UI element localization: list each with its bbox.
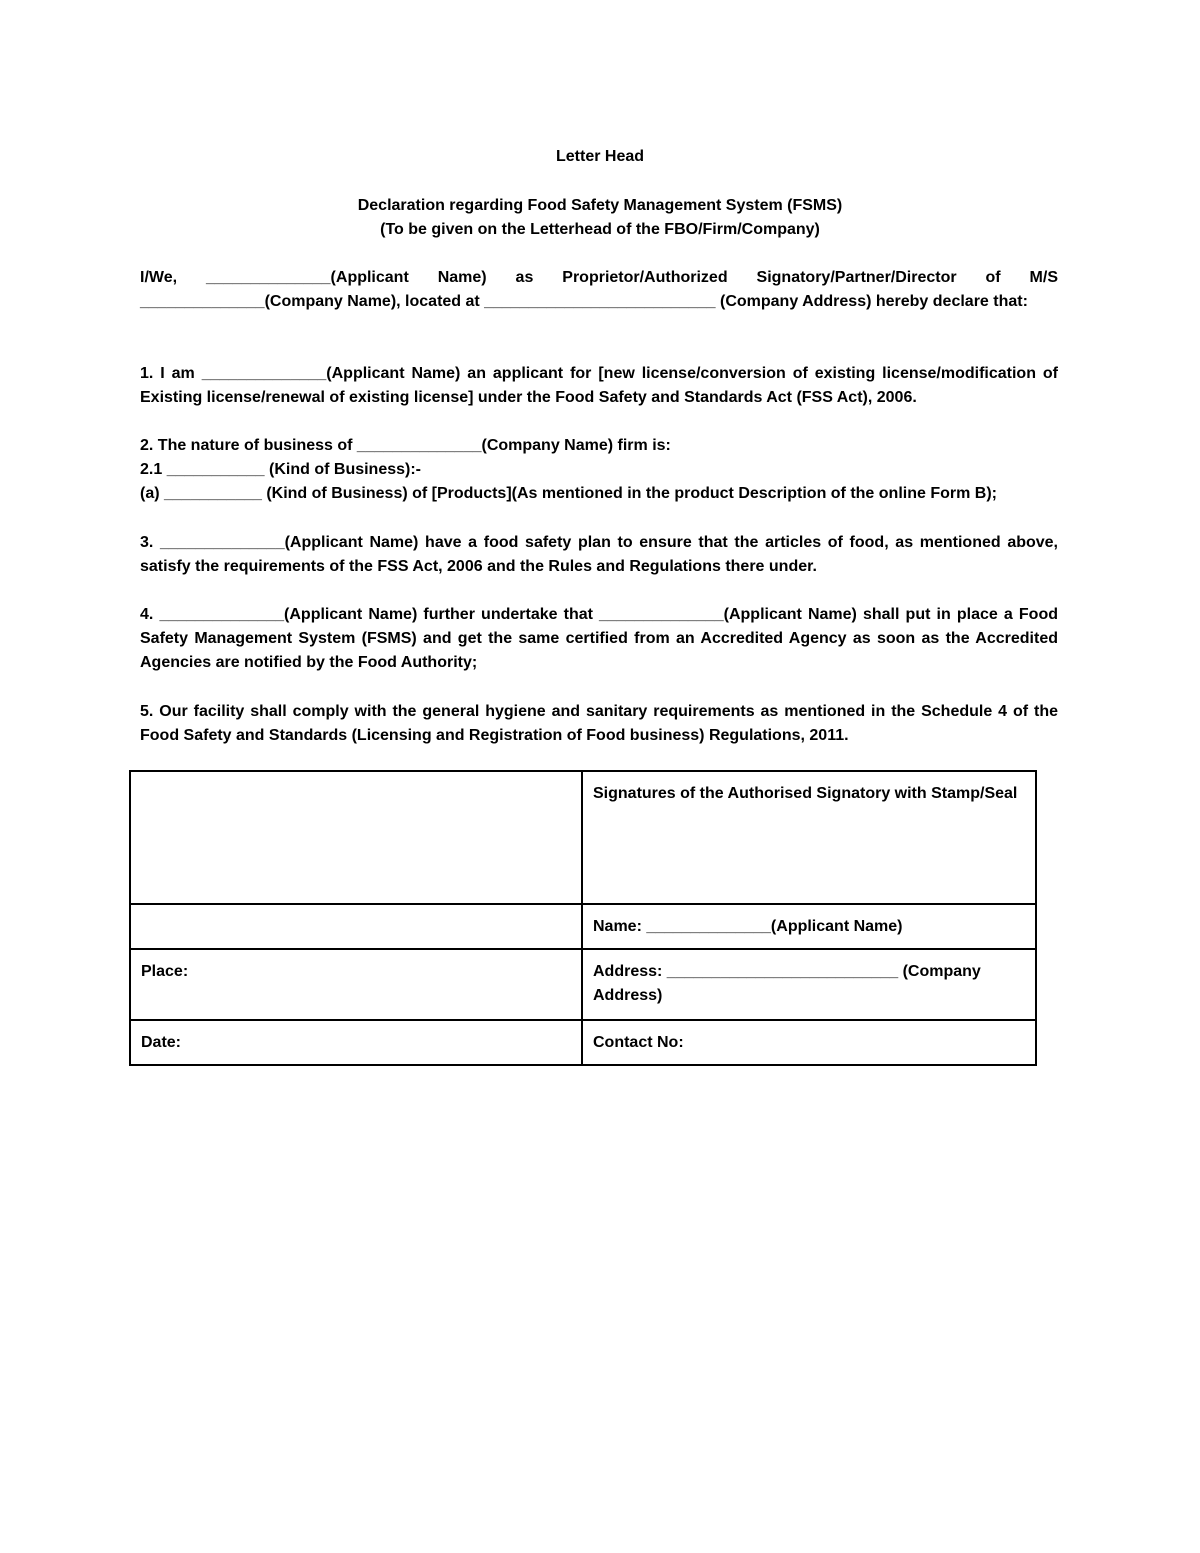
date-cell: Date: [130, 1020, 582, 1065]
intro-paragraph: I/We, ______________(Applicant Name) as Proprietor/Authorized Signatory/Partner/Director of M/S ______________(Company Name), located at __________________________ (Company Address) hereby declare that: [140, 269, 1058, 310]
declaration-item-2-line-2: 2.1 ___________ (Kind of Business):- [140, 461, 422, 478]
declaration-item-5: 5. Our facility shall comply with the general hygiene and sanitary requirements as mentioned in the Schedule 4 of the Food Safety and Standards (Licensing and Registration of Food business) Regulations, 2011. [140, 703, 1058, 744]
document-subtitle: (To be given on the Letterhead of the FBO/Firm/Company) [380, 221, 820, 238]
letter-head-label: Letter Head [555, 148, 645, 165]
declaration-item-2-line-3: (a) ___________ (Kind of Business) of [Products](As mentioned in the product Description of the online Form B); [140, 485, 997, 502]
blank-cell [130, 904, 582, 949]
signature-table [129, 770, 1037, 1066]
place-address-row [130, 949, 1036, 1020]
name-cell: Name: ______________(Applicant Name) [582, 904, 1036, 949]
address-cell: Address: __________________________ (Company Address) [582, 949, 1036, 1020]
declaration-item-3: 3. ______________(Applicant Name) have a food safety plan to ensure that the articles of food, as mentioned above, satisfy the requirements of the FSS Act, 2006 and the Rules and Regulations there under. [140, 534, 1058, 575]
blank-cell [130, 771, 582, 904]
declaration-item-4: 4. ______________(Applicant Name) further undertake that ______________(Applicant Name) shall put in place a Food Safety Management System (FSMS) and get the same certified from an Accredited Agency as soon as the Accredited Agencies are notified by the Food Authority; [140, 606, 1058, 671]
place-cell: Place: [130, 949, 582, 1020]
declaration-item-2-line-1: 2. The nature of business of ______________(Company Name) firm is: [140, 437, 671, 454]
document-title: Declaration regarding Food Safety Management System (FSMS) [357, 197, 843, 214]
contact-cell: Contact No: [582, 1020, 1036, 1065]
signature-row [130, 771, 1036, 904]
name-row [130, 904, 1036, 949]
signature-cell: Signatures of the Authorised Signatory with Stamp/Seal [582, 771, 1036, 904]
date-contact-row [130, 1020, 1036, 1065]
declaration-item-1: 1. I am ______________(Applicant Name) an applicant for [new license/conversion of existing license/modification of Existing license/renewal of existing license] under the Food Safety and Standards Act (FSS Act), 2006. [140, 365, 1058, 406]
